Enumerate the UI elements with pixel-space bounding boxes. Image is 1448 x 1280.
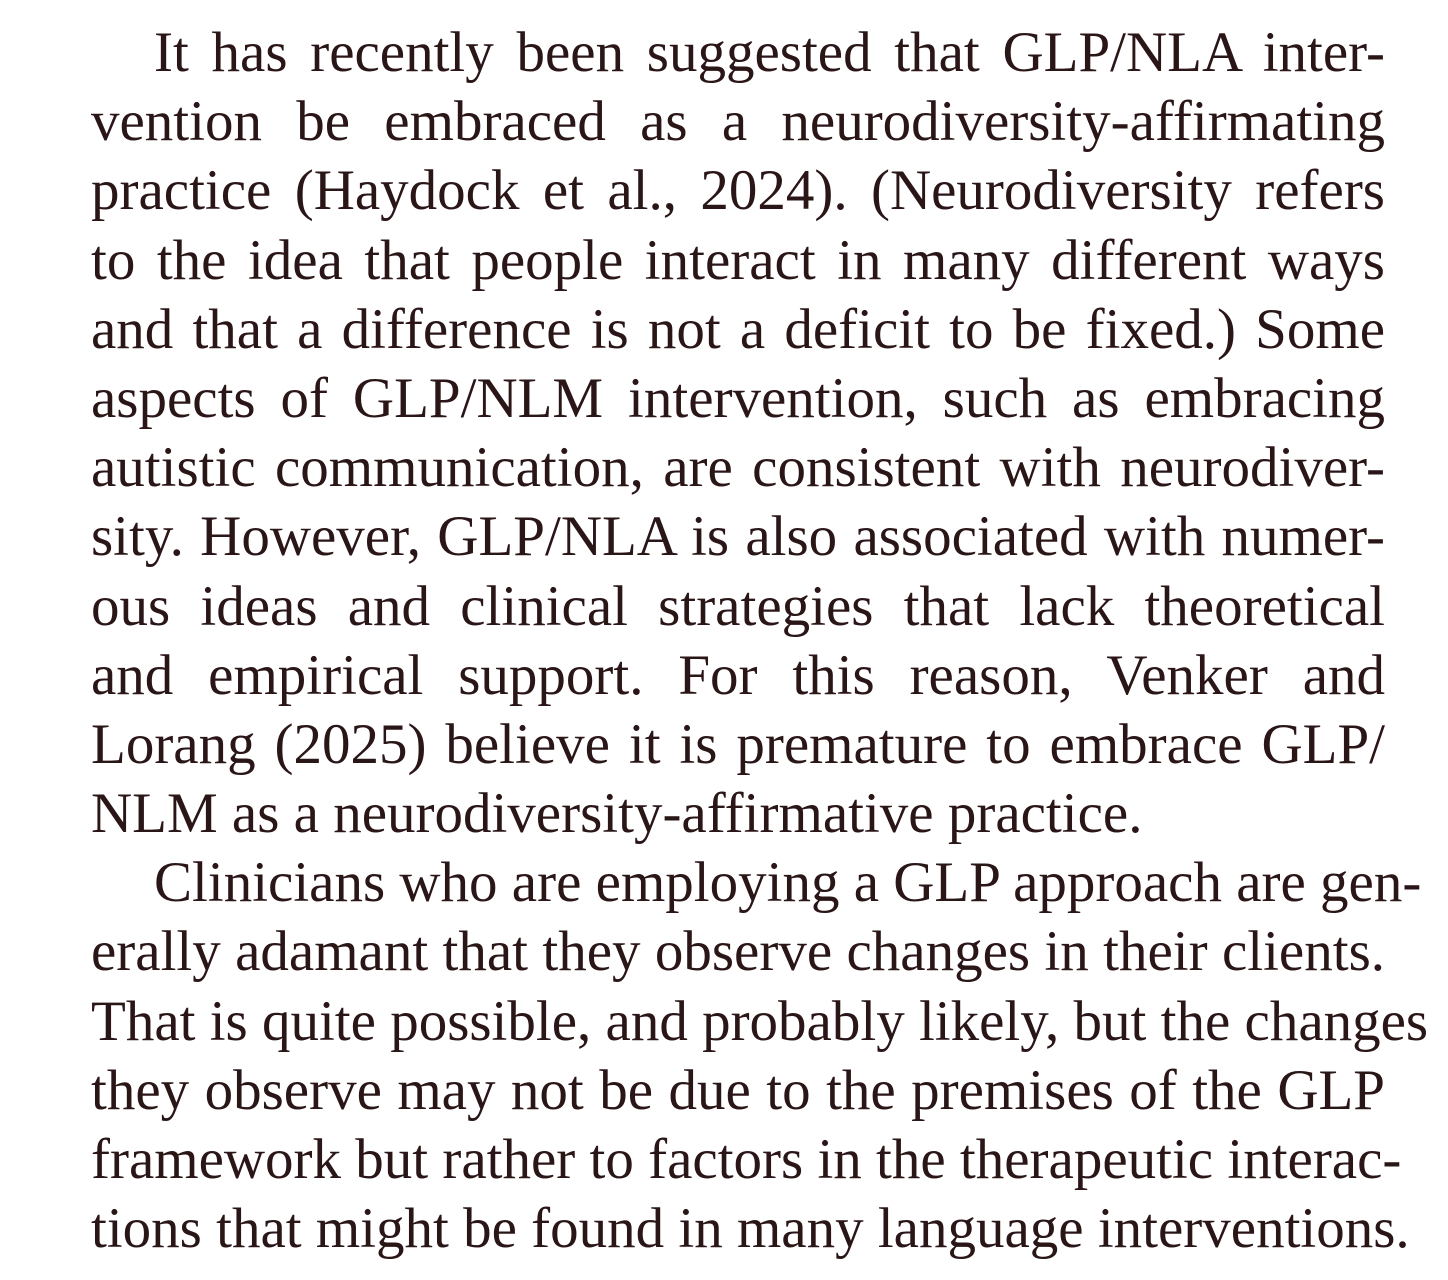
text-line: It has recently been suggested that GLP/NLA inter-	[154, 21, 1385, 84]
paragraph-clinicians	[91, 848, 1429, 1263]
text-line: and that a difference is not a deficit to be fixed.) Some	[91, 297, 1385, 361]
text-line: NLM as a neurodiversity-affirmative practice.	[91, 782, 1143, 846]
text-line: framework but rather to factors in the therapeutic interac-	[91, 1128, 1402, 1191]
text-line: tions that might be found in many language interventions.	[91, 1197, 1410, 1261]
text-line: erally adamant that they observe changes in their clients.	[91, 920, 1385, 984]
text-line: That is quite possible, and probably likely, but the changes	[91, 989, 1429, 1053]
text-line: ous ideas and clinical strategies that lack theoretical	[91, 574, 1385, 638]
text-line: and empirical support. For this reason, Venker and	[91, 643, 1385, 707]
text-line: autistic communication, are consistent with neurodiver-	[91, 436, 1385, 500]
text-line: vention be embraced as a neurodiversity-affirmating	[91, 90, 1385, 154]
text-line: aspects of GLP/NLM intervention, such as embracing	[91, 366, 1385, 430]
text-line: Lorang (2025) believe it is premature to embrace GLP/	[91, 712, 1385, 776]
text-line: they observe may not be due to the premises of the GLP	[91, 1058, 1385, 1122]
text-line: practice (Haydock et al., 2024). (Neurodiversity refers	[91, 159, 1385, 223]
paragraph-neurodiversity	[91, 18, 1385, 848]
text-line: Clinicians who are employing a GLP approach are gen-	[154, 851, 1422, 915]
text-line: to the idea that people interact in many different ways	[91, 228, 1385, 292]
text-line: sity. However, GLP/NLA is also associated with numer-	[91, 505, 1385, 569]
document-body	[91, 18, 1429, 1263]
